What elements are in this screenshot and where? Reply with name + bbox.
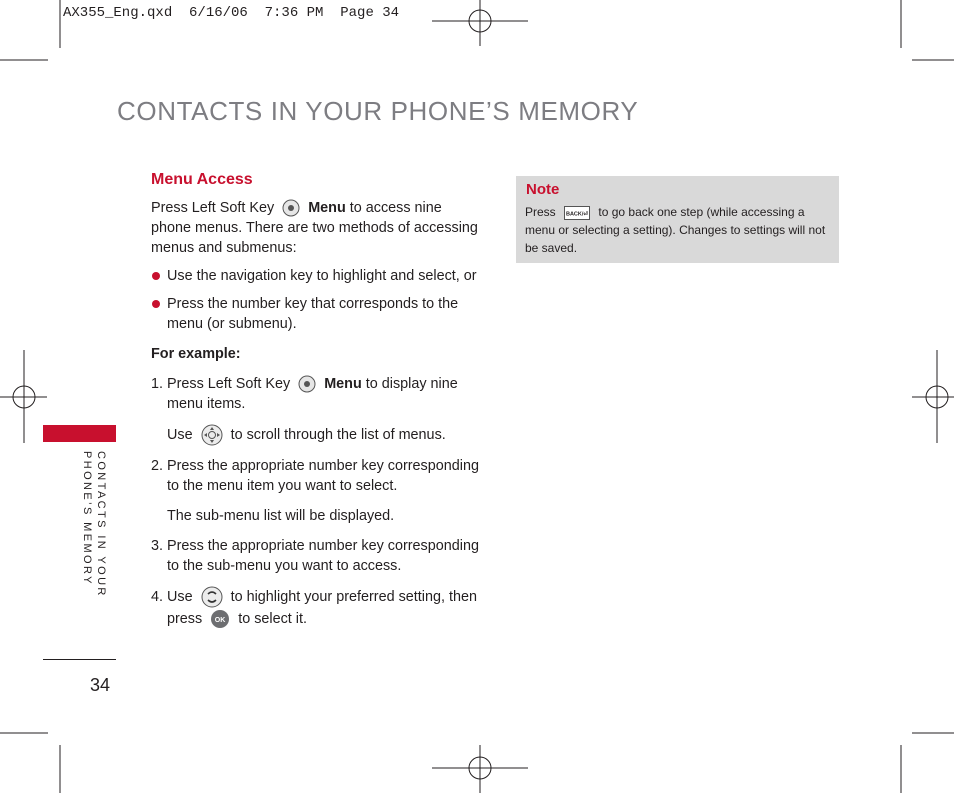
bullet-dot	[152, 300, 160, 308]
back-key-icon	[564, 206, 590, 220]
bullet-dot	[152, 272, 160, 280]
step-1	[151, 374, 481, 414]
step-number: 1.	[151, 376, 164, 392]
left-soft-key-icon	[282, 199, 300, 217]
step-number: 2.	[151, 458, 164, 474]
example-label: For example:	[151, 346, 241, 362]
navigation-key-icon	[201, 424, 223, 446]
page-number: 34	[90, 675, 111, 695]
step-3	[151, 536, 481, 576]
file-slug: AX355_Eng.qxd 6/16/06 7:36 PM Page 34	[63, 5, 400, 21]
step-4-pre: Use	[167, 589, 193, 605]
step-number: 4.	[151, 589, 164, 605]
note-post: to go back one step (while accessing a menu or selecting a setting). Changes to settings will not be saved.	[525, 205, 826, 255]
step-4-mid: to highlight your preferred setting, then press	[167, 589, 477, 628]
step-4-post: to select it.	[238, 611, 307, 628]
ok-key-icon	[210, 609, 230, 629]
step-2-text: Press the appropriate number key corresponding to the menu item you want to select.	[167, 458, 479, 494]
bullet-item	[151, 266, 481, 286]
step-number: 3.	[151, 538, 164, 554]
intro-paragraph	[151, 198, 481, 258]
bullet-text: Use the navigation key to highlight and select, or	[167, 268, 477, 284]
sidebar-section-label: CONTACTS IN YOUR PHONE’S MEMORY	[81, 451, 107, 598]
step-2	[151, 456, 481, 496]
page-title: CONTACTS IN YOUR PHONE’S MEMORY	[117, 96, 639, 126]
main-column	[151, 170, 481, 630]
step-1-sub-post: to scroll through the list of menus.	[230, 426, 446, 443]
step-1-sub	[151, 424, 481, 446]
intro-pre: Press Left Soft Key	[151, 200, 275, 216]
section-tab	[43, 425, 116, 442]
back-key-label: BACK/⏎	[566, 211, 589, 218]
step-4	[151, 586, 481, 630]
sidebar-divider	[43, 659, 116, 660]
bullet-item	[151, 294, 481, 334]
step-1-menu-label: Menu	[324, 376, 362, 392]
step-1-sub-pre: Use	[167, 426, 193, 443]
step-1-post: to display nine menu items.	[167, 376, 458, 412]
section-heading: Menu Access	[151, 171, 253, 188]
note-title: Note	[526, 181, 560, 198]
note-body	[525, 203, 835, 257]
intro-post: to access nine phone menus. There are two methods of accessing menus and submenus:	[151, 200, 478, 256]
ok-key-label: OK	[214, 617, 226, 625]
step-1-pre: Press Left Soft Key	[167, 376, 291, 392]
note-pre: Press	[525, 205, 556, 219]
left-soft-key-icon	[298, 375, 316, 393]
step-2-sub: The sub-menu list will be displayed.	[167, 508, 395, 524]
step-3-text: Press the appropriate number key corresponding to the sub-menu you want to access.	[167, 538, 479, 574]
bullet-text: Press the number key that corresponds to the menu (or submenu).	[167, 296, 459, 332]
intro-menu-label: Menu	[308, 200, 346, 216]
up-down-key-icon	[201, 586, 223, 608]
